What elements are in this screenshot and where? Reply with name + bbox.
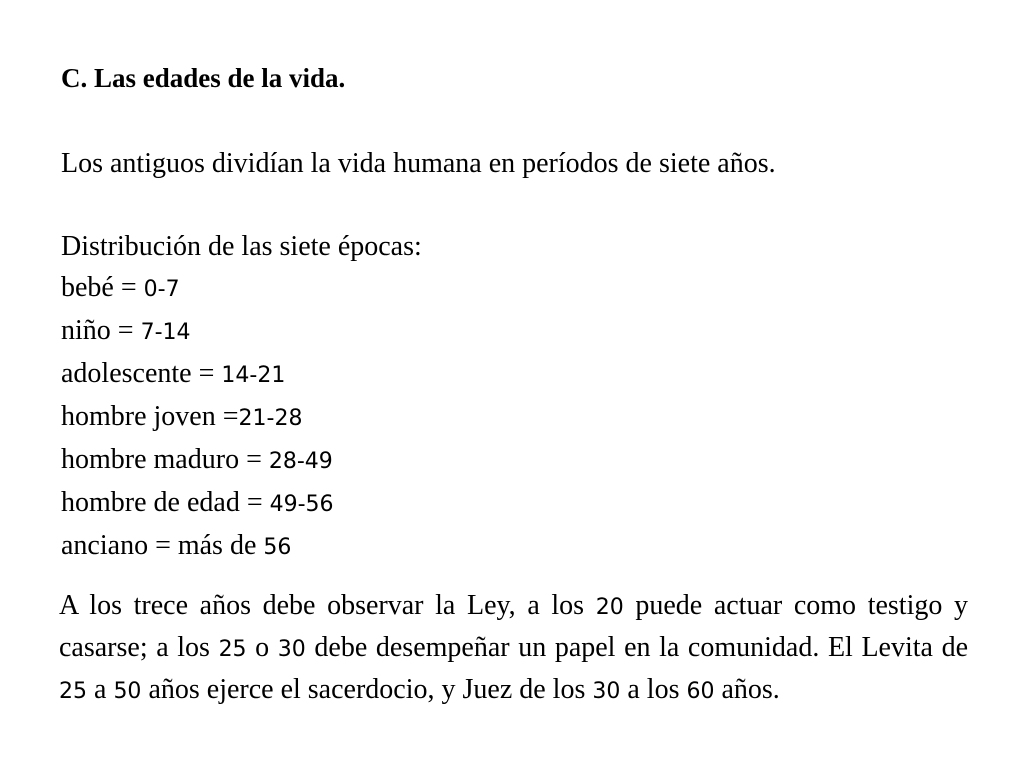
epoch-label: hombre maduro = — [61, 444, 262, 475]
age-number: 60 — [686, 679, 715, 704]
slide-title: C. Las edades de la vida. — [61, 63, 346, 93]
epoch-item-hombre-maduro — [61, 439, 422, 482]
closing-text: A los trece años debe observar la Ley, a los — [59, 590, 596, 621]
epoch-label: niño = — [61, 315, 134, 346]
age-number: 25 — [59, 679, 87, 704]
closing-text: o — [246, 632, 278, 663]
epoch-item-adolescente — [61, 353, 422, 396]
epoch-range: 56 — [263, 535, 292, 560]
age-number: 50 — [113, 679, 142, 704]
closing-text: años. — [714, 674, 780, 705]
intro-paragraph: Los antiguos dividían la vida humana en períodos de siete años. — [61, 148, 776, 179]
epochs-list — [61, 226, 422, 568]
epoch-range: 21-28 — [238, 406, 303, 431]
distribution-heading: Distribución de las siete épocas: — [61, 231, 422, 262]
epoch-item-anciano — [61, 525, 422, 568]
age-number: 30 — [592, 679, 621, 704]
closing-text: a — [87, 674, 114, 705]
closing-text: años ejerce el sacerdocio, y Juez de los — [141, 674, 593, 705]
age-number: 30 — [277, 637, 306, 662]
epoch-range: 28-49 — [268, 449, 333, 474]
epoch-range: 49-56 — [269, 492, 334, 517]
epoch-item-hombre-joven — [61, 396, 422, 439]
epoch-range: 0-7 — [143, 277, 180, 302]
epoch-item-bebe — [61, 267, 422, 310]
closing-text: debe desempeñar un papel en la comunidad. El Levita de — [305, 632, 969, 663]
closing-text: a los — [620, 674, 687, 705]
age-number: 20 — [595, 595, 624, 620]
epoch-label: anciano = más de — [61, 530, 257, 561]
epoch-range: 7-14 — [140, 320, 191, 345]
epoch-label: hombre joven = — [61, 401, 239, 432]
closing-paragraph — [59, 586, 968, 712]
epoch-item-nino — [61, 310, 422, 353]
epoch-label: hombre de edad = — [61, 487, 263, 518]
age-number: 25 — [218, 637, 247, 662]
epoch-label: bebé = — [61, 272, 137, 303]
epoch-range: 14-21 — [221, 363, 286, 388]
closing-text: puede actuar como testigo y casarse; a los — [59, 590, 968, 663]
epoch-label: adolescente = — [61, 358, 215, 389]
epoch-item-hombre-de-edad — [61, 482, 422, 525]
